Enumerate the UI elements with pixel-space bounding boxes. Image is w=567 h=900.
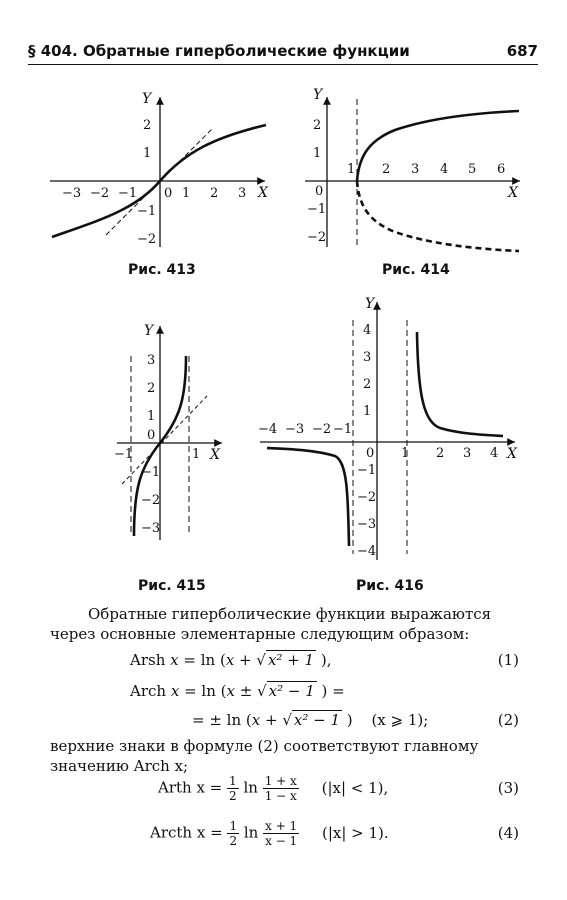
intro-line: Обратные гиперболические функции выражаются: [88, 605, 492, 623]
x-tick: 3: [411, 162, 420, 177]
y-tick: −1: [357, 463, 377, 478]
x-tick: −1: [333, 422, 353, 437]
x-tick: 0: [315, 184, 324, 199]
formula-2-continued: = ± ln (x + √ x² − 1 ) (x ⩾ 1);: [192, 711, 429, 729]
y-tick: −1: [307, 202, 327, 217]
mid-paragraph: [50, 736, 520, 776]
y-tick: −2: [307, 230, 327, 245]
y-tick: −1: [137, 204, 157, 219]
x-tick: −3: [285, 422, 305, 437]
x-axis-label: X: [508, 185, 518, 201]
y-tick: −4: [357, 544, 377, 559]
x-tick: 2: [210, 186, 219, 201]
y-tick: 4: [363, 323, 372, 338]
arcth-curve-positive: [417, 332, 503, 436]
x-tick: 6: [497, 162, 506, 177]
x-tick: 1: [401, 446, 410, 461]
formula-3: Arth x = $\frac{1}{2}$ ln $\frac{1 + x}{1 - x}$ (|x| < 1),: [158, 774, 389, 803]
y-axis-label: Y: [365, 296, 375, 312]
x-tick: −1: [118, 186, 138, 201]
caption-415: Рис. 415: [138, 578, 206, 594]
y-tick: −3: [357, 517, 377, 532]
y-tick: −2: [357, 490, 377, 505]
y-tick: −3: [141, 521, 161, 536]
formula-2: Arch x = ln (x ± √ x² − 1 ) =: [130, 682, 345, 700]
x-tick: −2: [90, 186, 110, 201]
y-tick: 3: [147, 353, 156, 368]
x-tick: 1: [192, 447, 201, 462]
x-tick: 5: [468, 162, 477, 177]
y-axis-label: Y: [144, 323, 154, 339]
equation-number-2: (2): [497, 711, 519, 729]
running-header: [28, 38, 538, 65]
figure-413: [40, 85, 280, 255]
x-tick: 3: [463, 446, 472, 461]
section-title: § 404. Обратные гиперболические функции: [28, 42, 410, 60]
x-tick: 1: [347, 162, 356, 177]
y-axis-label: Y: [313, 87, 323, 103]
x-tick: 2: [382, 162, 391, 177]
y-tick: 2: [143, 118, 152, 133]
x-tick: 3: [238, 186, 247, 201]
y-axis-label: Y: [142, 91, 152, 107]
x-tick: 1: [182, 186, 191, 201]
y-tick: 1: [147, 409, 156, 424]
y-tick: −1: [141, 465, 161, 480]
x-tick: 0: [164, 186, 173, 201]
y-tick: −2: [137, 232, 157, 247]
figure-416: [255, 292, 525, 567]
tangent-y-eq-x: [122, 396, 207, 484]
x-tick: 0: [366, 446, 375, 461]
caption-416: Рис. 416: [356, 578, 424, 594]
arcth-curve-negative: [267, 448, 349, 546]
equation-number-1: (1): [497, 651, 519, 669]
figure-415: [112, 318, 227, 548]
x-axis-label: X: [210, 447, 220, 463]
x-tick: 2: [436, 446, 445, 461]
formula-4: Arcth x = $\frac{1}{2}$ ln $\frac{x + 1}{x - 1}$ (|x| > 1).: [150, 819, 389, 848]
y-tick: 1: [143, 146, 152, 161]
y-tick: 3: [363, 350, 372, 365]
y-tick: 1: [363, 404, 372, 419]
mid-line: значению Arch x;: [50, 757, 189, 775]
y-tick: 2: [363, 377, 372, 392]
x-tick: −2: [312, 422, 332, 437]
x-tick: 4: [490, 446, 499, 461]
y-tick: 2: [147, 381, 156, 396]
mid-line: верхние знаки в формуле (2) соответствуют главному: [50, 737, 479, 755]
y-tick: −2: [141, 493, 161, 508]
x-tick: −4: [258, 422, 278, 437]
caption-413: Рис. 413: [128, 262, 196, 278]
formula-1: Arsh x = ln (x + √ x² + 1 ),: [130, 651, 332, 669]
y-tick: 2: [313, 118, 322, 133]
caption-414: Рис. 414: [382, 262, 450, 278]
equation-number-4: (4): [497, 824, 519, 842]
y-tick: 0: [147, 428, 156, 443]
page-number: 687: [506, 42, 538, 60]
x-tick: 4: [440, 162, 449, 177]
x-axis-label: X: [507, 446, 517, 462]
intro-paragraph: [50, 604, 520, 644]
figure-414: [305, 85, 530, 255]
equation-number-3: (3): [497, 779, 519, 797]
x-tick: −1: [114, 447, 134, 462]
y-tick: 1: [313, 146, 322, 161]
arch-curve-negative: [357, 181, 519, 251]
x-axis-label: X: [258, 185, 268, 201]
intro-line: через основные элементарные следующим образом:: [50, 625, 470, 643]
x-tick: −3: [62, 186, 82, 201]
